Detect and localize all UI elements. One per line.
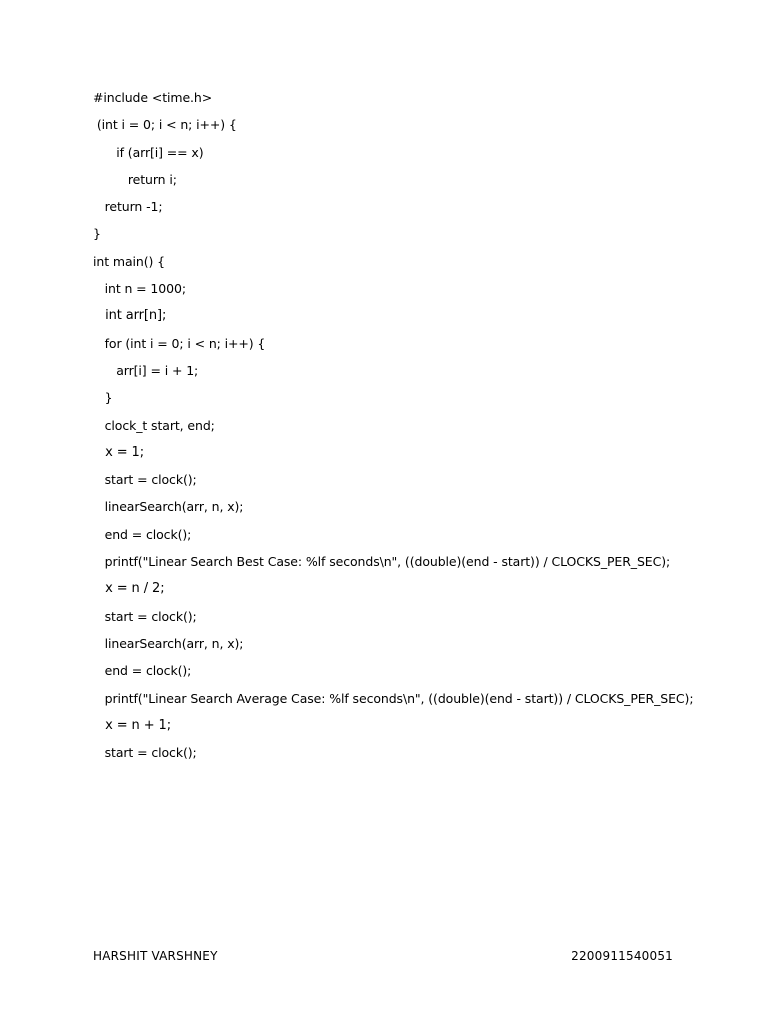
code-line: end = clock();	[93, 663, 192, 679]
footer-author: HARSHIT VARSHNEY	[93, 949, 218, 963]
code-line: end = clock();	[93, 526, 192, 542]
code-line: int n = 1000;	[93, 281, 186, 297]
code-line: (int i = 0; i < n; i++) {	[93, 117, 237, 133]
code-line: }	[93, 226, 101, 242]
code-line: #include <time.h>	[93, 90, 213, 105]
code-line: start = clock();	[93, 608, 197, 624]
code-line: for (int i = 0; i < n; i++) {	[93, 335, 266, 351]
code-line: x = n + 1;	[93, 717, 171, 733]
code-line: linearSearch(arr, n, x);	[93, 635, 244, 651]
code-line: linearSearch(arr, n, x);	[93, 499, 244, 515]
code-line: return i;	[93, 171, 177, 187]
code-line: clock_t start, end;	[93, 417, 215, 433]
code-line: }	[93, 390, 113, 406]
code-line: return -1;	[93, 199, 163, 215]
code-line: printf("Linear Search Best Case: %lf seconds\n", ((double)(end - start)) / CLOCKS_PER_SEC);	[93, 554, 671, 570]
code-line: start = clock();	[93, 745, 197, 761]
code-listing	[93, 88, 713, 770]
footer-roll-number: 2200911540051	[571, 949, 673, 963]
code-line: x = n / 2;	[93, 581, 165, 597]
code-line: arr[i] = i + 1;	[93, 362, 199, 378]
code-line: int main() {	[93, 253, 165, 269]
code-line: printf("Linear Search Average Case: %lf seconds\n", ((double)(end - start)) / CLOCKS_PER_SEC);	[93, 690, 694, 706]
code-line: start = clock();	[93, 472, 197, 488]
code-line: int arr[n];	[93, 308, 167, 324]
code-line: if (arr[i] == x)	[93, 144, 204, 160]
code-line: x = 1;	[93, 444, 144, 460]
